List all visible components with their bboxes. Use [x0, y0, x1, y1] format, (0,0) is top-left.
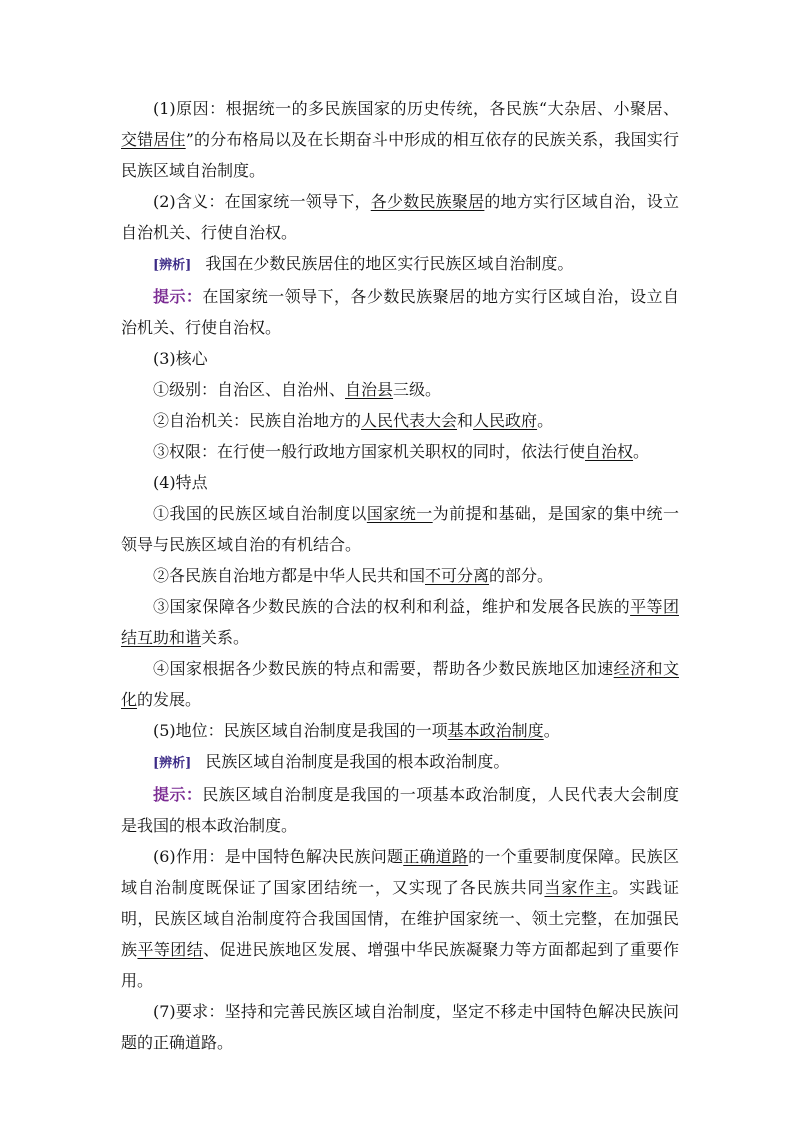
- underlined-term: 正确道路: [403, 847, 469, 866]
- underlined-term: 平等团结互助和谐: [121, 597, 679, 647]
- feature-3: ③国家保障各少数民族的合法的权利和利益，维护和发展各民族的平等团结互助和谐关系。: [121, 597, 679, 647]
- feature-4: ④国家根据各少数民族的特点和需要，帮助各少数民族地区加速经济和文化的发展。: [121, 659, 679, 709]
- underlined-term: 自治权: [585, 442, 634, 461]
- analysis-tag: [辨析]: [153, 756, 192, 771]
- analysis-1: [辨析] 我国在少数民族居住的地区实行民族区域自治制度。: [153, 254, 574, 273]
- hint-2: 提示：民族区域自治制度是我国的一项基本政治制度，人民代表大会制度是我国的根本政治制度。: [121, 785, 679, 835]
- heading-core: (3)核心: [153, 349, 208, 368]
- document-body: [121, 93, 679, 1058]
- underlined-term: 各少数民族聚居: [370, 192, 485, 211]
- hint-tag: 提示：: [153, 287, 203, 306]
- feature-2: ②各民族自治地方都是中华人民共和国不可分离的部分。: [153, 566, 554, 585]
- paragraph-reason: (1)原因：根据统一的多民族国家的历史传统，各民族“大杂居、小聚居、交错居住”的分布格局以及在长期奋斗中形成的相互依存的民族关系，我国实行民族区域自治制度。: [121, 99, 679, 180]
- analysis-tag: [辨析]: [153, 258, 192, 273]
- analysis-2: [辨析] 民族区域自治制度是我国的根本政治制度。: [153, 752, 510, 771]
- underlined-term: 人民代表大会: [361, 411, 458, 430]
- underlined-term: 自治县: [345, 380, 394, 399]
- underlined-term: 国家统一: [366, 504, 433, 523]
- underlined-term: 平等团结: [137, 940, 204, 959]
- heading-features: (4)特点: [153, 473, 208, 492]
- underlined-term: 经济和文化: [121, 659, 679, 709]
- paragraph-status: (5)地位：民族区域自治制度是我国的一项基本政治制度。: [153, 721, 560, 740]
- underlined-term: 交错居住: [121, 130, 186, 149]
- core-organs: ②自治机关：民族自治地方的人民代表大会和人民政府。: [153, 411, 554, 430]
- hint-1: 提示：在国家统一领导下，各少数民族聚居的地方实行区域自治，设立自治机关、行使自治权。: [121, 287, 679, 337]
- hint-tag: 提示：: [153, 785, 203, 804]
- underlined-term: 当家作主: [544, 878, 613, 897]
- core-level: ①级别：自治区、自治州、自治县三级。: [153, 380, 442, 399]
- feature-1: ①我国的民族区域自治制度以国家统一为前提和基础，是国家的集中统一领导与民族区域自治的有机结合。: [121, 504, 679, 554]
- underlined-term: 不可分离: [425, 566, 490, 585]
- underlined-term: 人民政府: [473, 411, 538, 430]
- underlined-term: 基本政治制度: [447, 721, 544, 740]
- paragraph-role: (6)作用：是中国特色解决民族问题正确道路的一个重要制度保障。民族区域自治制度既保证了国家团结统一，又实现了各民族共同当家作主。实践证明，民族区域自治制度符合我国国情，在维护国家统一、领土完整，在加强民族平等团结、促进民族地区发展、增强中华民族凝聚力等方面都起到了重要作用。: [121, 847, 679, 990]
- paragraph-requirement: (7)要求：坚持和完善民族区域自治制度，坚定不移走中国特色解决民族问题的正确道路。: [121, 1002, 679, 1052]
- paragraph-meaning: (2)含义：在国家统一领导下，各少数民族聚居的地方实行区域自治，设立自治机关、行使自治权。: [121, 192, 679, 242]
- core-authority: ③权限：在行使一般行政地方国家机关职权的同时，依法行使自治权。: [153, 442, 650, 461]
